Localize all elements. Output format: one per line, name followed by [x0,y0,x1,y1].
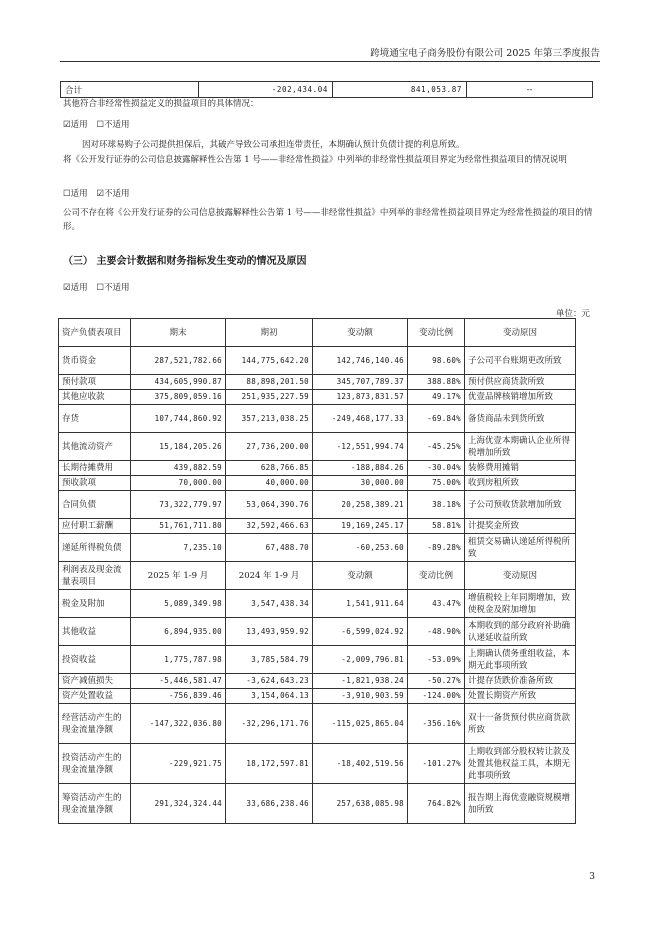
table-cell: 357,213,038.25 [226,405,313,433]
table-cell: 备货商品未到货所致 [465,405,576,433]
table-cell: 预付款项 [59,375,131,390]
table-row [59,744,576,784]
checked-box-icon: ☑ [96,189,104,199]
table-cell: 38.18% [408,491,465,519]
header-rule [60,61,600,62]
balance-header-cell: 期末 [131,319,226,347]
table-row [59,674,576,689]
table-cell: 70,000.00 [131,476,226,491]
table-cell: -124.00% [408,689,465,704]
table-cell: 双十一备货预付供应商货款所致 [465,704,576,744]
balance-header-cell: 变动原因 [465,319,576,347]
table-cell: 375,809,059.16 [131,390,226,405]
note-text: 公司不存在将《公开发行证券的公司信息披露解释性公告第 1 号——非经常性损益》中列举的非经常性损益项目界定为经常性损益的项目的情形。 [63,208,593,232]
table-cell: 75.00% [408,476,465,491]
page-header-title: 跨境通宝电子商务股份有限公司 2025 年第三季度报告 [370,48,600,59]
unit-label: 单位：元 [555,309,590,319]
table-cell: -18,402,519.56 [313,744,408,784]
table-cell: -69.84% [408,405,465,433]
table-cell: 73,322,779.97 [131,491,226,519]
table-row [59,390,576,405]
table-row [59,375,576,390]
table-cell: 处置长期资产所致 [465,689,576,704]
total-label: 合计 [61,82,199,98]
table-cell: -249,468,177.33 [313,405,408,433]
table-cell: -60,253.60 [313,534,408,562]
table-cell: 388.88% [408,375,465,390]
table-cell: 子公司预收货款增加所致 [465,491,576,519]
balance-header-cell: 资产负债表项目 [59,319,131,347]
table-cell: 628,766.85 [226,461,313,476]
table-row [59,534,576,562]
applicable-label: 适用 [70,120,88,130]
unchecked-box-icon: ☐ [63,189,71,199]
table-cell: -229,921.75 [131,744,226,784]
not-applicable-label: 不适用 [103,189,130,199]
table-cell: 资产处置收益 [59,689,131,704]
table-cell: 18,172,597.81 [226,744,313,784]
table-cell: 优壹品牌核销增加所致 [465,390,576,405]
table-cell: 13,493,959.92 [226,618,313,646]
table-row [59,784,576,824]
checked-box-icon: ☑ [63,120,71,130]
table-cell: 税金及附加 [59,590,131,618]
table-cell: 6,894,935.00 [131,618,226,646]
income-header-cell: 2025 年 1-9 月 [131,562,226,590]
table-cell: 上海优壹本期确认企业所得税增加所致 [465,433,576,461]
table-cell: 投资收益 [59,646,131,674]
total-row [61,82,593,98]
table-cell: 53,064,390.76 [226,491,313,519]
table-cell: 30,000.00 [313,476,408,491]
table-cell: -147,322,036.80 [131,704,226,744]
table-cell: 预付供应商货款所致 [465,375,576,390]
table-row [59,433,576,461]
section-title: （三） 主要会计数据和财务指标发生变动的情况及原因 [63,256,307,267]
table-cell: 3,154,064.13 [226,689,313,704]
table-row [59,646,576,674]
unchecked-box-icon: ☐ [96,283,104,293]
table-cell: 58.81% [408,519,465,534]
balance-header-cell: 变动比例 [408,319,465,347]
table-cell: 计提存货跌价准备所致 [465,674,576,689]
table-cell: -50.27% [408,674,465,689]
table-cell: -32,296,171.76 [226,704,313,744]
table-cell: 434,605,990.87 [131,375,226,390]
table-cell: 98.60% [408,347,465,375]
income-header-cell: 变动比例 [408,562,465,590]
table-cell: -12,551,994.74 [313,433,408,461]
table-cell: 货币资金 [59,347,131,375]
table-row [59,519,576,534]
table-cell: 1,775,787.98 [131,646,226,674]
table-cell: 15,184,205.26 [131,433,226,461]
table-cell: 123,873,831.57 [313,390,408,405]
checked-box-icon: ☑ [63,283,71,293]
table-cell: 5,089,349.98 [131,590,226,618]
table-cell: 67,488.70 [226,534,313,562]
table-cell: 251,935,227.59 [226,390,313,405]
table-cell: 合同负债 [59,491,131,519]
table-cell: 40,000.00 [226,476,313,491]
table-cell: -3,624,643.23 [226,674,313,689]
table-cell: 其他收益 [59,618,131,646]
table-cell: 287,521,782.66 [131,347,226,375]
income-header-cell: 变动额 [313,562,408,590]
table-cell: -3,910,903.59 [313,689,408,704]
table-row [59,491,576,519]
table-cell: 88,898,201.50 [226,375,313,390]
table-cell: 3,785,584.79 [226,646,313,674]
table-cell: 递延所得税负债 [59,534,131,562]
table-cell: 19,169,245.17 [313,519,408,534]
table-row [59,590,576,618]
table-cell: 上期收到部分股权转让款及处置其他权益工具，本期无此事项所致 [465,744,576,784]
applicable-row-1 [63,118,129,132]
table-cell: -188,884.26 [313,461,408,476]
applicable-row-2 [63,187,129,201]
table-cell: 33,686,238.46 [226,784,313,824]
table-cell: 其他流动资产 [59,433,131,461]
table-row [59,405,576,433]
not-applicable-label: 不适用 [103,283,130,293]
not-applicable-label: 不适用 [103,120,130,130]
note-title: 将《公开发行证券的公司信息披露解释性公告第 1 号——非经常性损益》中列举的非经常性损益项目界定为经常性损益项目的情况说明 [63,155,567,165]
table-cell: 资产减值损失 [59,674,131,689]
balance-header-cell: 变动额 [313,319,408,347]
table-row [59,476,576,491]
table-cell: 764.82% [408,784,465,824]
income-header-cell: 变动原因 [465,562,576,590]
table-cell: 144,775,642.20 [226,347,313,375]
table-cell: -48.90% [408,618,465,646]
table-row [59,689,576,704]
total-current: -202,434.04 [199,82,333,98]
table-cell: -5,446,581.47 [131,674,226,689]
table-cell: 装修费用摊销 [465,461,576,476]
table-cell: 27,736,200.00 [226,433,313,461]
applicable-label: 适用 [70,189,88,199]
table-cell: 应付职工薪酬 [59,519,131,534]
other-items-text: 因对环球易购子公司提供担保后，其破产导致公司承担连带责任，本期确认预计负债计提的利息所致。 [82,140,465,150]
table-cell: 经营活动产生的现金流量净额 [59,704,131,744]
table-cell: -45.25% [408,433,465,461]
income-header-cell: 2024 年 1-9 月 [226,562,313,590]
table-cell: 子公司平台账期更改所致 [465,347,576,375]
balance-header-row [59,319,576,347]
income-header-row [59,562,576,590]
table-cell: 长期待摊费用 [59,461,131,476]
table-cell: -756,839.46 [131,689,226,704]
table-cell: 32,592,466.63 [226,519,313,534]
financial-changes-table [58,318,576,824]
table-cell: -1,821,938.24 [313,674,408,689]
table-row [59,347,576,375]
applicable-row-3 [63,281,129,295]
table-cell: -30.04% [408,461,465,476]
table-cell: 其他应收款 [59,390,131,405]
table-cell: 291,324,324.44 [131,784,226,824]
table-cell: 107,744,860.92 [131,405,226,433]
table-cell: 345,707,789.37 [313,375,408,390]
table-cell: -89.28% [408,534,465,562]
table-cell: -356.16% [408,704,465,744]
table-cell: 计提奖金所致 [465,519,576,534]
unchecked-box-icon: ☐ [96,120,104,130]
table-cell: 收到房租所致 [465,476,576,491]
table-cell: 43.47% [408,590,465,618]
table-cell: 筹资活动产生的现金流量净额 [59,784,131,824]
table-cell: 增值税较上年同期增加，致使税金及附加增加 [465,590,576,618]
table-cell: -6,599,024.92 [313,618,408,646]
page-number: 3 [589,872,595,882]
other-items-desc: 其他符合非经常性损益定义的损益项目的具体情况： [63,99,259,109]
table-cell: 投资活动产生的现金流量净额 [59,744,131,784]
total-note: -- [467,82,593,98]
total-ytd: 841,053.87 [333,82,467,98]
table-cell: 报告期上海优壹融资规模增加所致 [465,784,576,824]
table-cell: 439,882.59 [131,461,226,476]
table-row [59,618,576,646]
table-cell: -53.09% [408,646,465,674]
total-table [60,81,593,98]
table-cell: 存货 [59,405,131,433]
table-cell: 1,541,911.64 [313,590,408,618]
table-cell: 预收款项 [59,476,131,491]
table-cell: -2,009,796.81 [313,646,408,674]
table-cell: 7,235.10 [131,534,226,562]
table-cell: 49.17% [408,390,465,405]
table-cell: 20,258,389.21 [313,491,408,519]
applicable-label: 适用 [70,283,88,293]
table-cell: 上期确认债务重组收益，本期无此事项所致 [465,646,576,674]
table-cell: -115,025,865.04 [313,704,408,744]
table-cell: 3,547,438.34 [226,590,313,618]
table-cell: -101.27% [408,744,465,784]
table-cell: 257,638,085.98 [313,784,408,824]
income-header-cell: 利润表及现金流量表项目 [59,562,131,590]
table-row [59,461,576,476]
table-cell: 租赁交易确认递延所得税所致 [465,534,576,562]
table-cell: 142,746,140.46 [313,347,408,375]
table-row [59,704,576,744]
table-cell: 51,761,711.80 [131,519,226,534]
table-cell: 本期收到的部分政府补助确认递延收益所致 [465,618,576,646]
balance-header-cell: 期初 [226,319,313,347]
